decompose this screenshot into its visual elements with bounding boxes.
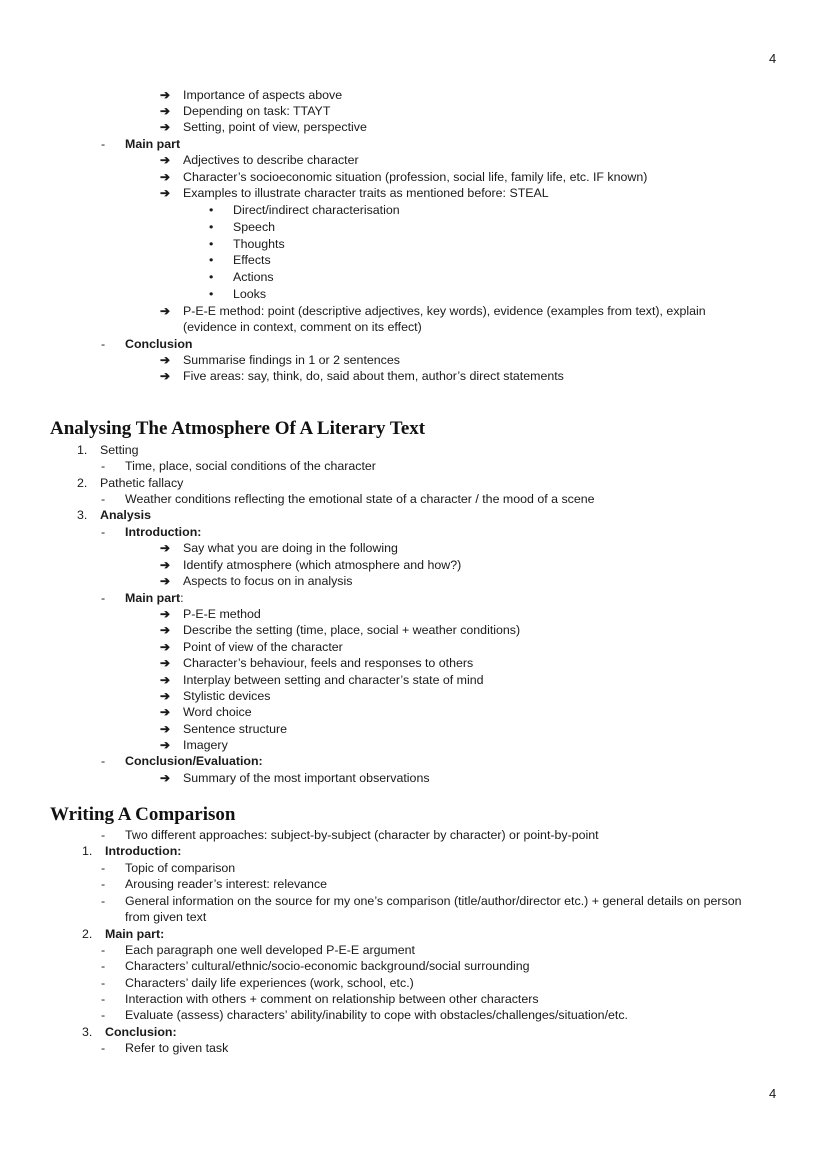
page-number-top: 4 bbox=[769, 51, 777, 66]
arrow-item-text: Depending on task: TTAYT bbox=[183, 104, 331, 118]
arrow-icon: ➔ bbox=[160, 722, 171, 736]
arrow-icon: ➔ bbox=[160, 541, 171, 555]
sub-item: Weather conditions reflecting the emotional state of a character / the mood of a scene bbox=[125, 492, 595, 506]
arrow-icon: ➔ bbox=[160, 120, 171, 134]
list-number: 2. bbox=[82, 927, 93, 941]
section-heading: Writing A Comparison bbox=[50, 804, 236, 825]
bullet-item: Direct/indirect characterisation bbox=[233, 203, 400, 217]
arrow-item-text: Summary of the most important observations bbox=[183, 771, 430, 785]
arrow-item-text: Setting, point of view, perspective bbox=[183, 120, 367, 134]
list-item: Setting bbox=[100, 443, 139, 457]
bullet-item: Effects bbox=[233, 253, 271, 267]
sub-item: Arousing reader’s interest: relevance bbox=[125, 877, 328, 891]
sub-item: General information on the source for my one’s comparison (title/author/director etc.) + general details on person bbox=[125, 894, 742, 908]
main-part-colon: : bbox=[180, 591, 184, 605]
sub-item: Each paragraph one well developed P-E-E argument bbox=[125, 943, 415, 957]
arrow-item-text: Importance of aspects above bbox=[183, 88, 343, 102]
arrow-icon: ➔ bbox=[160, 689, 171, 703]
dash-marker: - bbox=[101, 894, 106, 908]
dash-marker: - bbox=[101, 861, 106, 875]
list-number: 3. bbox=[82, 1025, 93, 1039]
conclusion-label: Conclusion/Evaluation: bbox=[125, 754, 263, 768]
arrow-item-text: P-E-E method bbox=[183, 607, 261, 621]
arrow-icon: ➔ bbox=[160, 640, 171, 654]
arrow-icon: ➔ bbox=[160, 656, 171, 670]
bullet-item: Thoughts bbox=[233, 237, 285, 251]
arrow-item bbox=[160, 540, 170, 556]
arrow-icon: ➔ bbox=[160, 607, 171, 621]
arrow-icon: ➔ bbox=[160, 369, 171, 383]
dash-marker: - bbox=[101, 591, 106, 605]
dash-marker: - bbox=[101, 943, 106, 957]
main-part-heading bbox=[125, 590, 184, 606]
arrow-item-text: Word choice bbox=[183, 705, 252, 719]
list-item: Conclusion: bbox=[105, 1025, 177, 1039]
arrow-item-text: Stylistic devices bbox=[183, 689, 271, 703]
arrow-item-text: Sentence structure bbox=[183, 722, 288, 736]
pee-line-1: P-E-E method: point (descriptive adjectives, key words), evidence (examples from text), explain bbox=[183, 304, 706, 318]
sub-item: Characters’ daily life experiences (work, school, etc.) bbox=[125, 976, 414, 990]
bullet-icon: • bbox=[209, 287, 214, 301]
arrow-item bbox=[160, 169, 170, 185]
dash-marker: - bbox=[101, 754, 106, 768]
arrow-item bbox=[160, 704, 170, 720]
sub-item: Characters’ cultural/ethnic/socio-economic background/social surrounding bbox=[125, 959, 530, 973]
dash-marker: - bbox=[101, 877, 106, 891]
sub-item-continuation: from given text bbox=[125, 910, 207, 924]
arrow-icon: ➔ bbox=[160, 705, 171, 719]
list-item: Pathetic fallacy bbox=[100, 476, 184, 490]
arrow-icon: ➔ bbox=[160, 738, 171, 752]
arrow-item bbox=[160, 368, 170, 384]
sub-item: Two different approaches: subject-by-subject (character by character) or point-by-point bbox=[125, 828, 599, 842]
arrow-item-text: Character’s behaviour, feels and responses to others bbox=[183, 656, 474, 670]
arrow-icon: ➔ bbox=[160, 558, 171, 572]
section-heading: Analysing The Atmosphere Of A Literary Text bbox=[50, 418, 426, 439]
bullet-item: Actions bbox=[233, 270, 274, 284]
list-item: Introduction: bbox=[105, 844, 182, 858]
arrow-item bbox=[160, 557, 170, 573]
arrow-icon: ➔ bbox=[160, 104, 171, 118]
arrow-item-text: Adjectives to describe character bbox=[183, 153, 359, 167]
arrow-item-text: Point of view of the character bbox=[183, 640, 343, 654]
arrow-item bbox=[160, 303, 170, 319]
main-part-label: Main part bbox=[125, 591, 181, 605]
bullet-icon: • bbox=[209, 203, 214, 217]
dash-marker: - bbox=[101, 525, 106, 539]
arrow-item bbox=[160, 352, 170, 368]
arrow-icon: ➔ bbox=[160, 574, 171, 588]
dash-marker: - bbox=[101, 137, 106, 151]
arrow-item-text: Imagery bbox=[183, 738, 228, 752]
arrow-icon: ➔ bbox=[160, 88, 171, 102]
dash-marker: - bbox=[101, 828, 106, 842]
page-number-bottom: 4 bbox=[769, 1086, 777, 1101]
list-number: 1. bbox=[82, 844, 93, 858]
arrow-item bbox=[160, 573, 170, 589]
list-number: 2. bbox=[77, 476, 88, 490]
arrow-item bbox=[160, 672, 170, 688]
arrow-icon: ➔ bbox=[160, 186, 171, 200]
dash-marker: - bbox=[101, 1041, 106, 1055]
sub-item: Interaction with others + comment on relationship between other characters bbox=[125, 992, 539, 1006]
dash-marker: - bbox=[101, 459, 106, 473]
arrow-item-text: Describe the setting (time, place, social + weather conditions) bbox=[183, 623, 521, 637]
bullet-icon: • bbox=[209, 253, 214, 267]
sub-item: Refer to given task bbox=[125, 1041, 229, 1055]
arrow-icon: ➔ bbox=[160, 153, 171, 167]
sub-item: Time, place, social conditions of the character bbox=[125, 459, 376, 473]
dash-marker: - bbox=[101, 492, 106, 506]
arrow-icon: ➔ bbox=[160, 304, 171, 318]
dash-marker: - bbox=[101, 337, 106, 351]
arrow-item-text: Character’s socioeconomic situation (profession, social life, family life, etc. IF known) bbox=[183, 170, 648, 184]
bullet-icon: • bbox=[209, 237, 214, 251]
arrow-item bbox=[160, 119, 170, 135]
arrow-item bbox=[160, 152, 170, 168]
dash-marker: - bbox=[101, 976, 106, 990]
bullet-item: Speech bbox=[233, 220, 276, 234]
arrow-item bbox=[160, 639, 170, 655]
arrow-icon: ➔ bbox=[160, 353, 171, 367]
arrow-icon: ➔ bbox=[160, 170, 171, 184]
arrow-item bbox=[160, 87, 170, 103]
arrow-item-text: Aspects to focus on in analysis bbox=[183, 574, 353, 588]
bullet-icon: • bbox=[209, 220, 214, 234]
bullet-icon: • bbox=[209, 270, 214, 284]
arrow-item-text: Examples to illustrate character traits as mentioned before: STEAL bbox=[183, 186, 549, 200]
arrow-item-text: Five areas: say, think, do, said about them, author’s direct statements bbox=[183, 369, 564, 383]
arrow-item bbox=[160, 185, 170, 201]
arrow-item-text: Identify atmosphere (which atmosphere and how?) bbox=[183, 558, 462, 572]
bullet-item: Looks bbox=[233, 287, 267, 301]
sub-item: Evaluate (assess) characters’ ability/inability to cope with obstacles/challenges/situation/etc. bbox=[125, 1008, 628, 1022]
pee-line-2: (evidence in context, comment on its effect) bbox=[183, 320, 422, 334]
arrow-item bbox=[160, 737, 170, 753]
arrow-item bbox=[160, 770, 170, 786]
introduction-label: Introduction: bbox=[125, 525, 202, 539]
arrow-item-text: Interplay between setting and character’s state of mind bbox=[183, 673, 484, 687]
list-item: Analysis bbox=[100, 508, 151, 522]
arrow-icon: ➔ bbox=[160, 771, 171, 785]
arrow-item-text: Say what you are doing in the following bbox=[183, 541, 398, 555]
arrow-item bbox=[160, 622, 170, 638]
list-item: Main part: bbox=[105, 927, 165, 941]
list-number: 3. bbox=[77, 508, 88, 522]
arrow-icon: ➔ bbox=[160, 623, 171, 637]
dash-marker: - bbox=[101, 992, 106, 1006]
arrow-item bbox=[160, 721, 170, 737]
dash-marker: - bbox=[101, 959, 106, 973]
arrow-item bbox=[160, 103, 170, 119]
arrow-item-text: Summarise findings in 1 or 2 sentences bbox=[183, 353, 400, 367]
arrow-item bbox=[160, 688, 170, 704]
arrow-item bbox=[160, 655, 170, 671]
list-number: 1. bbox=[77, 443, 88, 457]
dash-marker: - bbox=[101, 1008, 106, 1022]
main-part-label: Main part bbox=[125, 137, 181, 151]
sub-item: Topic of comparison bbox=[125, 861, 236, 875]
conclusion-label: Conclusion bbox=[125, 337, 193, 351]
arrow-icon: ➔ bbox=[160, 673, 171, 687]
arrow-item bbox=[160, 606, 170, 622]
